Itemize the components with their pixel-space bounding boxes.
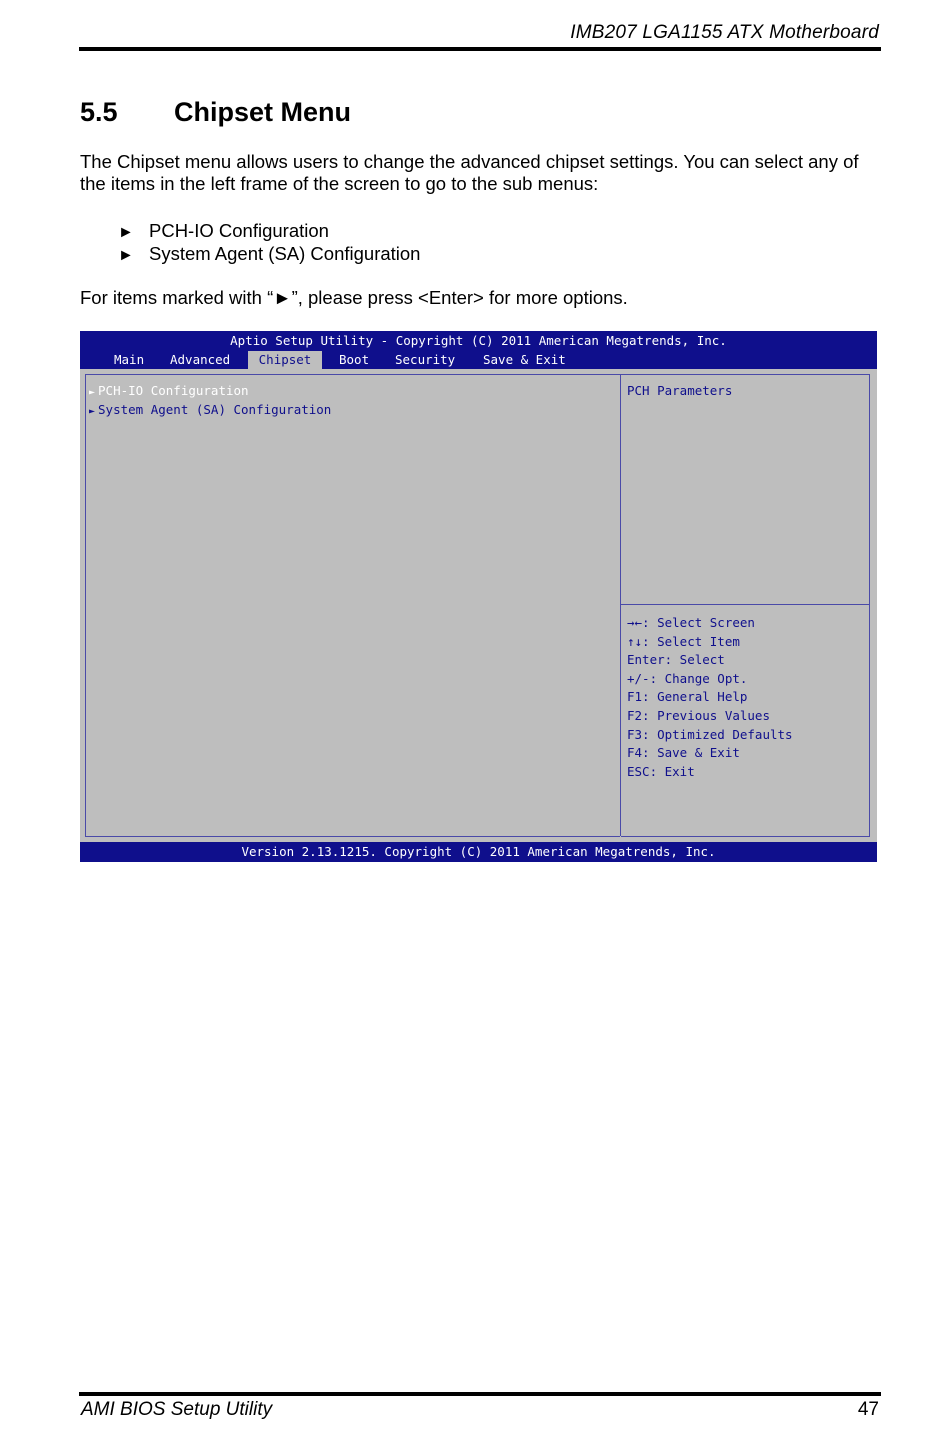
bios-status-bar xyxy=(80,842,877,862)
bios-version: Version 2.13.1215. Copyright (C) 2011 American Megatrends, Inc. xyxy=(241,844,716,859)
help-text: PCH Parameters xyxy=(627,383,733,398)
submenu-arrow-icon: ► xyxy=(89,387,96,398)
key-enter: Enter: Select xyxy=(627,652,725,668)
bullet-label: System Agent (SA) Configuration xyxy=(149,243,421,264)
page-number: 47 xyxy=(857,1399,879,1420)
key-legend xyxy=(627,614,793,781)
section-title: Chipset Menu xyxy=(174,97,352,127)
tab-advanced[interactable]: Advanced xyxy=(170,352,231,367)
key-esc-exit: ESC: Exit xyxy=(627,763,695,779)
tab-save-exit[interactable]: Save & Exit xyxy=(483,352,566,367)
bullet-item xyxy=(118,219,420,242)
section-number: 5.5 xyxy=(80,97,118,127)
bios-menu-pane xyxy=(85,374,620,837)
bullet-arrow-icon: ► xyxy=(118,224,134,241)
key-change-opt: +/-: Change Opt. xyxy=(627,670,748,686)
bullet-label: PCH-IO Configuration xyxy=(149,220,329,241)
intro-paragraph: The Chipset menu allows users to change the advanced chipset settings. You can select any of the items in the left frame of the screen to go to the sub menus: xyxy=(80,151,859,194)
header-title: IMB207 LGA1155 ATX Motherboard xyxy=(570,22,879,43)
key-optimized-defaults: F3: Optimized Defaults xyxy=(627,726,793,742)
tab-chipset[interactable]: Chipset xyxy=(248,351,322,369)
key-general-help: F1: General Help xyxy=(627,689,748,705)
tab-security[interactable]: Security xyxy=(395,352,456,367)
menu-item-label: System Agent (SA) Configuration xyxy=(98,402,332,417)
key-select-item: ↑↓: Select Item xyxy=(627,633,740,649)
key-select-screen: →←: Select Screen xyxy=(627,615,755,630)
bullet-item xyxy=(118,242,420,265)
key-previous-values: F2: Previous Values xyxy=(627,707,770,723)
menu-item-label: PCH-IO Configuration xyxy=(98,383,249,398)
key-save-exit: F4: Save & Exit xyxy=(627,745,740,761)
footer-title: AMI BIOS Setup Utility xyxy=(81,1399,273,1420)
header-rule xyxy=(79,47,881,51)
footer-rule xyxy=(79,1392,881,1396)
submenu-arrow-icon: ► xyxy=(89,406,96,417)
tab-boot[interactable]: Boot xyxy=(339,352,370,367)
bios-title: Aptio Setup Utility - Copyright (C) 2011 American Megatrends, Inc. xyxy=(230,333,727,348)
bullet-arrow-icon: ► xyxy=(118,247,134,264)
bios-screen xyxy=(80,331,877,862)
bios-tab-bar xyxy=(80,350,877,369)
help-divider xyxy=(621,604,870,605)
tab-main[interactable]: Main xyxy=(114,352,145,367)
bios-title-bar xyxy=(80,331,877,369)
menu-item-system-agent[interactable] xyxy=(89,402,331,417)
menu-item-pch-io[interactable] xyxy=(89,383,249,398)
note-paragraph: For items marked with “►”, please press <Enter> for more options. xyxy=(80,287,628,308)
bullet-list xyxy=(118,219,420,265)
